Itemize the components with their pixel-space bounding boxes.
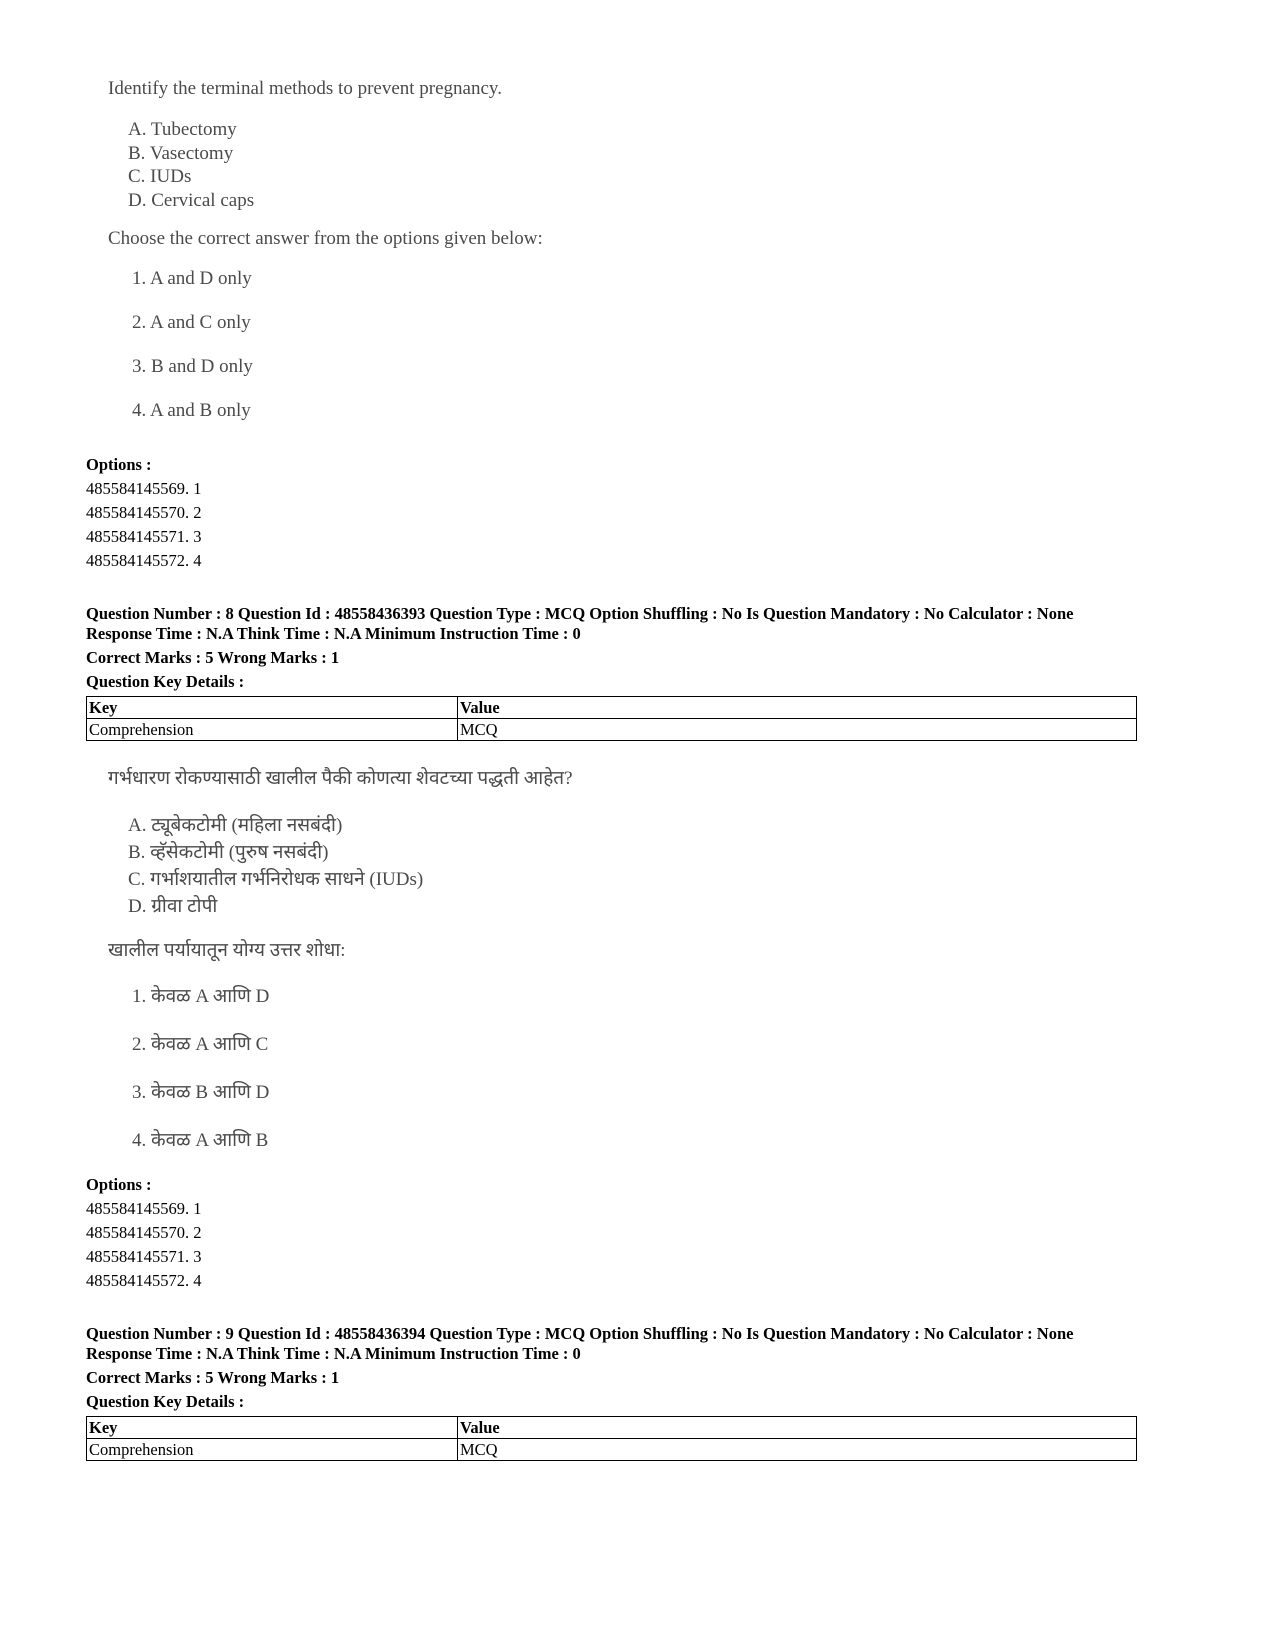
- statement-item: B. Vasectomy: [128, 142, 234, 164]
- key-details-label: Question Key Details :: [86, 1392, 245, 1411]
- marks-line: Correct Marks : 5 Wrong Marks : 1: [86, 648, 340, 667]
- options-block: [86, 453, 202, 573]
- option-item: 485584145572. 4: [86, 551, 202, 570]
- option-item: 485584145571. 3: [86, 527, 202, 546]
- question-image-english: [108, 78, 543, 422]
- choice-item: 1. केवळ A आणि D: [132, 986, 270, 1007]
- statement-item: A. ट्यूबेकटोमी (महिला नसबंदी): [128, 815, 343, 836]
- option-item: 485584145570. 2: [86, 1223, 202, 1242]
- choice-item: 1. A and D only: [132, 268, 252, 289]
- table-cell: Comprehension: [87, 1439, 458, 1461]
- choice-item: 4. केवळ A आणि B: [132, 1130, 269, 1151]
- question-meta-line: Response Time : N.A Think Time : N.A Minimum Instruction Time : 0: [86, 624, 581, 643]
- choice-item: 4. A and B only: [132, 400, 251, 421]
- table-header-row: [87, 1417, 1137, 1439]
- options-label: Options :: [86, 455, 152, 474]
- question-meta-line: Question Number : 9 Question Id : 48558436394 Question Type : MCQ Option Shuffling : No Is Question Mandatory : No Calculator : None: [86, 1324, 1074, 1343]
- question-meta-line: Response Time : N.A Think Time : N.A Minimum Instruction Time : 0: [86, 1344, 581, 1363]
- answer-prompt: खालील पर्यायातून योग्य उत्तर शोधा:: [108, 940, 346, 961]
- key-details-label: Question Key Details :: [86, 672, 245, 691]
- question-meta-line: Question Number : 8 Question Id : 48558436393 Question Type : MCQ Option Shuffling : No Is Question Mandatory : No Calculator : None: [86, 604, 1074, 623]
- statement-list: [108, 812, 573, 920]
- marks-line: Correct Marks : 5 Wrong Marks : 1: [86, 1368, 340, 1387]
- question-key-table: [86, 1416, 1137, 1461]
- table-row: [87, 719, 1137, 741]
- choice-list: [108, 986, 573, 1152]
- choice-item: 2. A and C only: [132, 312, 251, 333]
- answer-prompt: Choose the correct answer from the options given below:: [108, 228, 543, 249]
- table-header-row: [87, 697, 1137, 719]
- choice-item: 3. B and D only: [132, 356, 253, 377]
- question-meta: [86, 604, 1146, 692]
- option-item: 485584145569. 1: [86, 1199, 202, 1218]
- table-cell: Comprehension: [87, 719, 458, 741]
- option-item: 485584145572. 4: [86, 1271, 202, 1290]
- options-block: [86, 1173, 202, 1293]
- choice-list: [108, 268, 543, 422]
- table-cell: MCQ: [458, 719, 1137, 741]
- option-item: 485584145571. 3: [86, 1247, 202, 1266]
- statement-item: C. IUDs: [128, 166, 192, 187]
- statement-item: A. Tubectomy: [128, 119, 237, 140]
- choice-item: 2. केवळ A आणि C: [132, 1034, 269, 1055]
- question-stem: गर्भधारण रोकण्यासाठी खालील पैकी कोणत्या शेवटच्या पद्धती आहेत?: [108, 768, 573, 789]
- statement-item: C. गर्भाशयातील गर्भनिरोधक साधने (IUDs): [128, 869, 424, 890]
- statement-item: D. Cervical caps: [128, 189, 255, 211]
- table-row: [87, 1439, 1137, 1461]
- table-header-cell: Key: [87, 1417, 458, 1439]
- table-header-cell: Key: [87, 697, 458, 719]
- table-header-cell: Value: [458, 1417, 1137, 1439]
- question-meta: [86, 1324, 1146, 1412]
- statement-list: [108, 118, 543, 212]
- statement-item: D. ग्रीवा टोपी: [128, 896, 218, 917]
- statement-item: B. व्हॅसेकटोमी (पुरुष नसबंदी): [128, 842, 329, 863]
- choice-item: 3. केवळ B आणि D: [132, 1082, 270, 1103]
- question-image-marathi: [108, 768, 573, 1152]
- table-cell: MCQ: [458, 1439, 1137, 1461]
- options-label: Options :: [86, 1175, 152, 1194]
- option-item: 485584145570. 2: [86, 503, 202, 522]
- table-header-cell: Value: [458, 697, 1137, 719]
- question-key-table: [86, 696, 1137, 741]
- option-item: 485584145569. 1: [86, 479, 202, 498]
- question-stem: Identify the terminal methods to prevent pregnancy.: [108, 78, 502, 99]
